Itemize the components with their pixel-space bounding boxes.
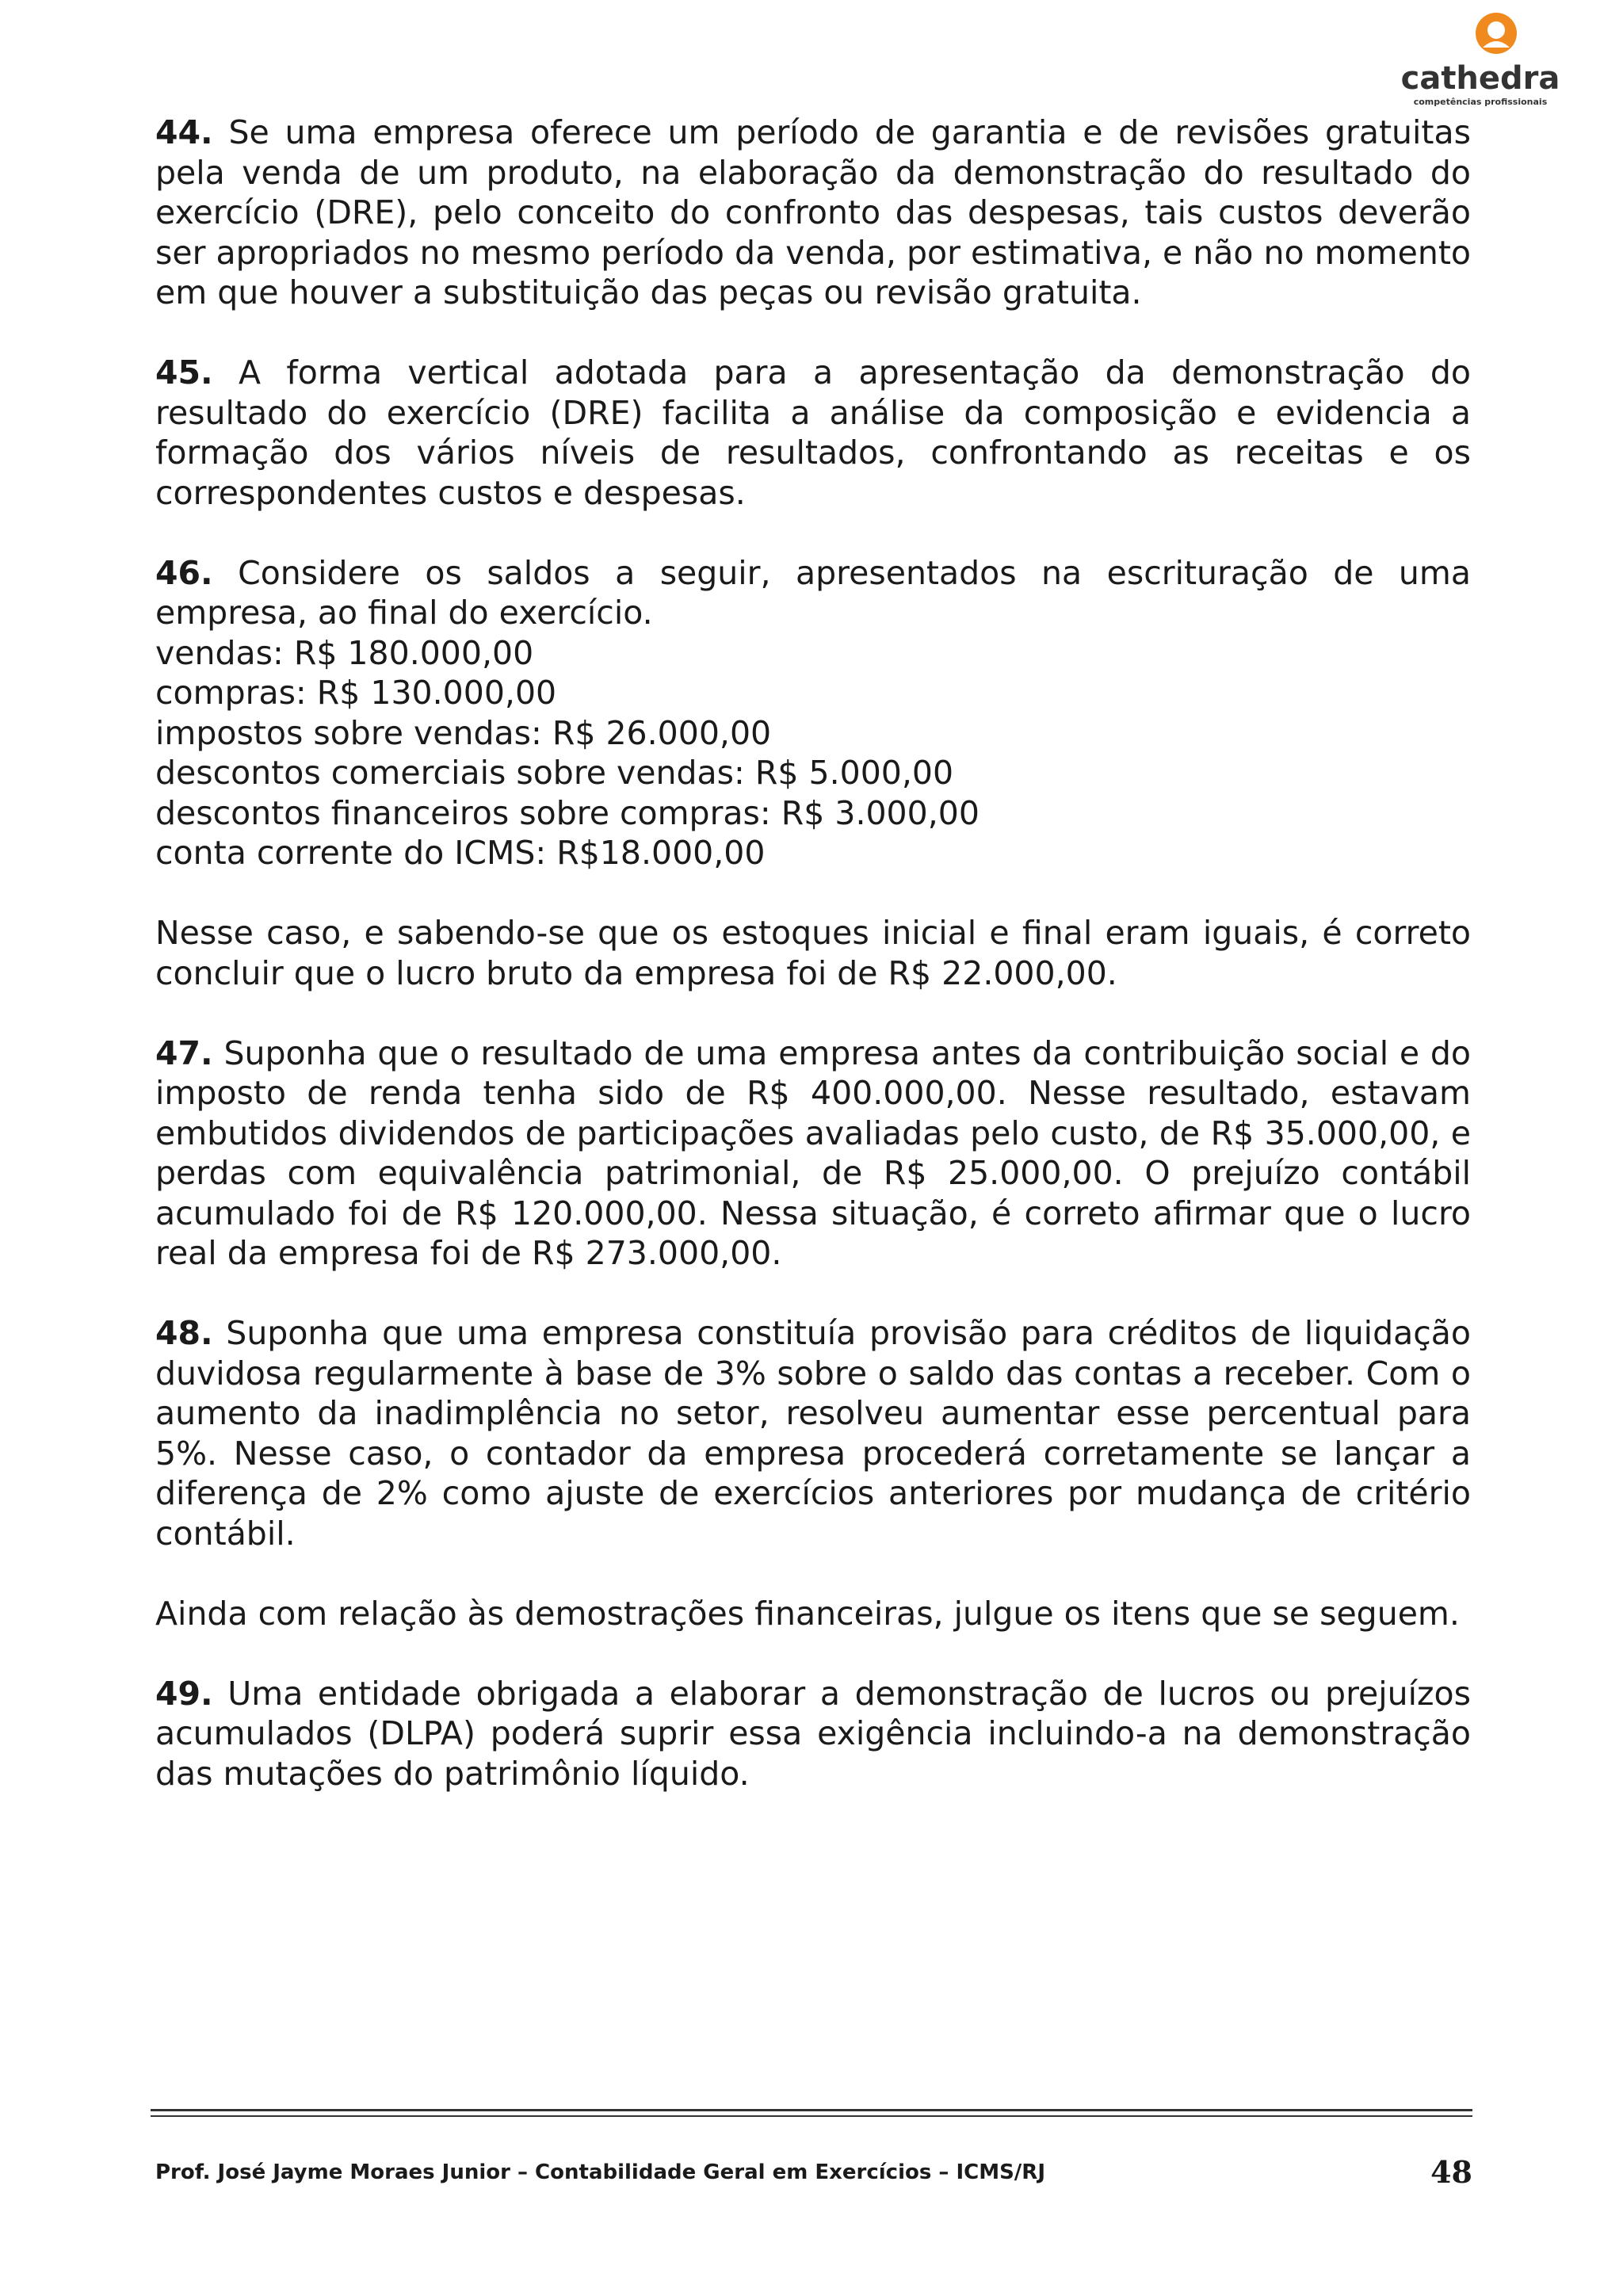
balance-list bbox=[155, 633, 1471, 873]
balance-line: vendas: R$ 180.000,00 bbox=[155, 633, 534, 672]
page-number: 48 bbox=[1430, 2154, 1472, 2190]
balance-line: descontos comerciais sobre vendas: R$ 5.000,00 bbox=[155, 754, 954, 792]
page-content bbox=[155, 113, 1471, 1834]
section-intro bbox=[155, 1594, 1471, 1634]
question-47 bbox=[155, 1033, 1471, 1274]
question-conclusion: Nesse caso, e sabendo-se que os estoques inicial e final eram iguais, é correto concluir que o lucro bruto da empresa foi de R$ 22.000,00. bbox=[155, 914, 1471, 992]
question-text: Uma entidade obrigada a elaborar a demonstração de lucros ou prejuízos acumulados (DLPA) poderá suprir essa exigência incluindo-a na demonstração das mutações do patrimônio líquido. bbox=[155, 1674, 1471, 1793]
svg-text:competências profissionais: competências profissionais bbox=[1413, 97, 1548, 107]
question-text: Se uma empresa oferece um período de garantia e de revisões gratuitas pela venda de um produto, na elaboração da demonstração do resultado do exercício (DRE), pelo conceito do confronto das despesas, tais custos deverão ser apropriados no mesmo período da venda, por estimativa, e não no momento em que houver a substituição das peças ou revisão gratuita. bbox=[155, 113, 1471, 311]
question-number: 48. bbox=[155, 1314, 213, 1352]
footer-text: Prof. José Jayme Moraes Junior – Contabilidade Geral em Exercícios – ICMS/RJ bbox=[155, 2160, 1045, 2184]
balance-line: descontos financeiros sobre compras: R$ 3.000,00 bbox=[155, 793, 980, 832]
question-49 bbox=[155, 1674, 1471, 1794]
footer-divider bbox=[151, 2109, 1472, 2111]
question-text: A forma vertical adotada para a apresentação da demonstração do resultado do exercício (DRE) facilita a análise da composição e evidencia a formação dos vários níveis de resultados, confrontando as receitas e os correspondentes custos e despesas. bbox=[155, 353, 1471, 512]
intro-text: Ainda com relação às demostrações financeiras, julgue os itens que se seguem. bbox=[155, 1594, 1460, 1633]
question-number: 44. bbox=[155, 113, 213, 151]
question-number: 47. bbox=[155, 1033, 213, 1072]
balance-line: impostos sobre vendas: R$ 26.000,00 bbox=[155, 713, 772, 752]
question-number: 45. bbox=[155, 353, 213, 392]
footer-divider bbox=[151, 2115, 1472, 2117]
question-number: 49. bbox=[155, 1674, 213, 1713]
question-text: Suponha que o resultado de uma empresa antes da contribuição social e do imposto de renda tenha sido de R$ 400.000,00. Nesse resultado, estavam embutidos dividendos de participações avaliadas pelo custo, de R$ 35.000,00, e perdas com equivalência patrimonial, de R$ 25.000,00. O prejuízo contábil acumulado foi de R$ 120.000,00. Nessa situação, é correto afirmar que o lucro real da empresa foi de R$ 273.000,00. bbox=[155, 1033, 1471, 1272]
question-44 bbox=[155, 113, 1471, 313]
balance-line: compras: R$ 130.000,00 bbox=[155, 674, 557, 712]
question-number: 46. bbox=[155, 553, 213, 592]
question-45 bbox=[155, 353, 1471, 513]
question-46 bbox=[155, 553, 1471, 994]
question-text: Suponha que uma empresa constituía provisão para créditos de liquidação duvidosa regularmente à base de 3% sobre o saldo das contas a receber. Com o aumento da inadimplência no setor, resolveu aumentar esse percentual para 5%. Nesse caso, o contador da empresa procederá corretamente se lançar a diferença de 2% como ajuste de exercícios anteriores por mudança de critério contábil. bbox=[155, 1314, 1471, 1553]
cathedra-logo bbox=[1401, 6, 1560, 109]
question-48 bbox=[155, 1313, 1471, 1553]
svg-text:cathedra: cathedra bbox=[1401, 60, 1560, 97]
balance-line: conta corrente do ICMS: R$18.000,00 bbox=[155, 834, 766, 872]
question-text: Considere os saldos a seguir, apresentados na escrituração de uma empresa, ao final do exercício. bbox=[155, 553, 1471, 632]
